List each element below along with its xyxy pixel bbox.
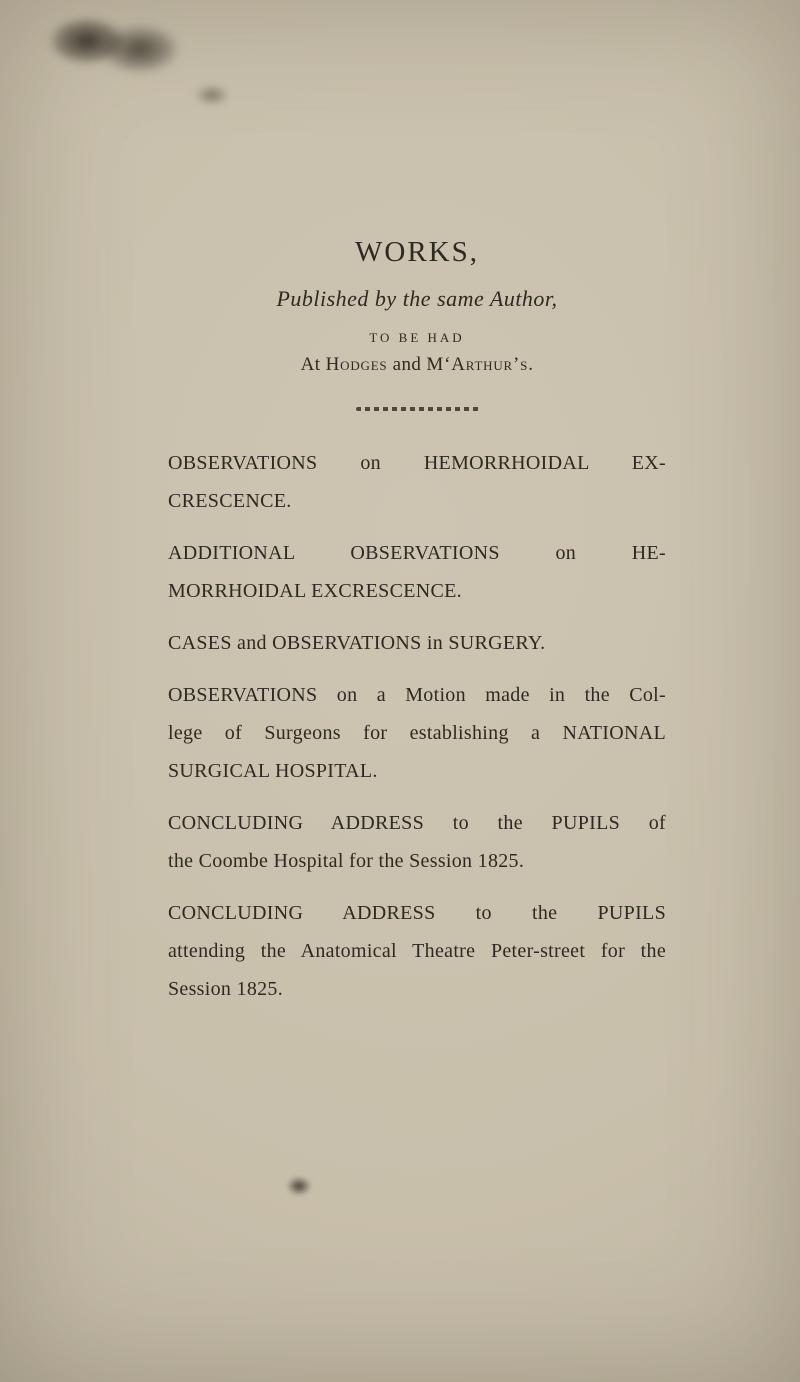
publisher-prefix: At: [300, 354, 326, 375]
work-entry-additional-observations: [168, 534, 666, 610]
work-line: OBSERVATIONS on a Motion made in the Col-: [168, 684, 666, 706]
work-line: CONCLUDING ADDRESS to the PUPILS: [168, 902, 666, 924]
work-line: attending the Anatomical Theatre Peter-street for the: [168, 940, 666, 962]
smudge-artifact: [194, 84, 230, 106]
page-title: WORKS,: [355, 236, 479, 268]
work-line: MORRHOIDAL EXCRESCENCE.: [168, 580, 462, 602]
publisher-name-hodges: Hodges: [325, 354, 388, 375]
works-list: [168, 444, 666, 1022]
work-line: SURGICAL HOSPITAL.: [168, 760, 378, 782]
subtitle: Published by the same Author,: [276, 286, 558, 311]
work-entry-hemorrhoidal-excrescence: [168, 444, 666, 520]
publisher-conjunction: and: [387, 354, 427, 375]
work-entry-national-surgical-hospital: [168, 676, 666, 790]
work-entry-cases-surgery: [168, 624, 666, 662]
publisher-suffix: .: [528, 354, 534, 375]
work-line: CASES and OBSERVATIONS in SURGERY.: [168, 632, 546, 654]
ink-blot-artifact: [102, 26, 178, 72]
work-entry-peter-street-address: [168, 894, 666, 1008]
availability-line: TO BE HAD: [369, 330, 465, 345]
work-line: the Coombe Hospital for the Session 1825.: [168, 850, 525, 872]
work-entry-coombe-address: [168, 804, 666, 880]
publisher-line: [34, 354, 800, 376]
work-line: Session 1825.: [168, 978, 284, 1000]
publisher-name-marthur: M‘Arthur’s: [426, 354, 529, 375]
work-line: ADDITIONAL OBSERVATIONS on HE-: [168, 542, 666, 564]
work-line: CRESCENCE.: [168, 490, 292, 512]
decorative-rule: [356, 407, 480, 411]
ink-spot-artifact: [286, 1176, 312, 1196]
work-line: OBSERVATIONS on HEMORRHOIDAL EX-: [168, 452, 666, 474]
work-line: CONCLUDING ADDRESS to the PUPILS of: [168, 812, 666, 834]
ink-blot-artifact: [50, 18, 124, 64]
work-line: lege of Surgeons for establishing a NATIONAL: [168, 722, 666, 744]
